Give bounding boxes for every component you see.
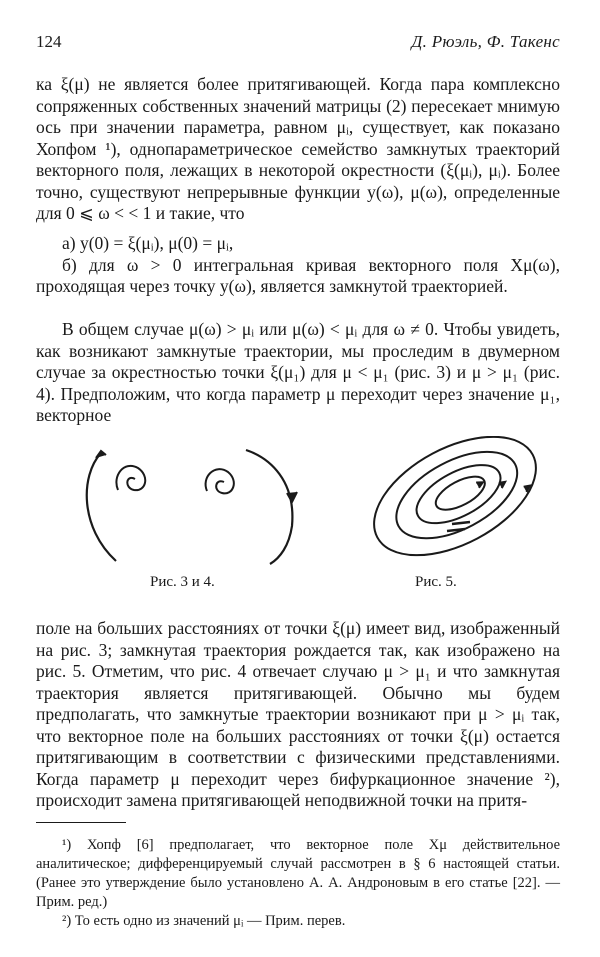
running-header [36, 32, 560, 52]
paragraph-1: ка ξ(μ) не является более притягивающей. Когда пара комплексно сопряженных собственных значений матрицы (2) пересекает мнимую ось при значении параметра, равном μᵢ, существует, как показано Хопфом ¹), однопараметрическое семейство замкнутых траекторий векторного поля, лежащих в некоторой окрестности (ξ(μᵢ), μᵢ). Более точно, существуют непрерывные функции y(ω), μ(ω), определенные для 0 ⩽ ω < < 1 и такие, что [36, 74, 560, 223]
conditions-list [36, 233, 560, 298]
paragraph-3: поле на больших расстояниях от точки ξ(μ) имеет вид, изображенный на рис. 3; замкнутая траектория рождается так, как изображено на рис. 5. Отметим, что рис. 4 отвечает случаю μ > μ₁ и что замкнутая траектория является притягивающей. Обычно мы будем предполагать, что замкнутые траектории возникают при μ > μᵢ так, что векторное поле на больших расстояниях от точки ξ(μ) остается притягивающим в соответствии с физическими представлениями. Когда параметр μ переходит через бифуркационное значение ²), происходит замена притягивающей неподвижной точки на притя- [36, 618, 560, 810]
caption-fig-5: Рис. 5. [415, 574, 457, 590]
body-text-top [36, 74, 560, 225]
footnote-2: ²) То есть одно из значений μᵢ — Прим. перев. [62, 913, 346, 929]
footnotes [36, 836, 560, 931]
caption-fig-3-4: Рис. 3 и 4. [150, 574, 215, 590]
footnote-1: ¹) Хопф [6] предполагает, что векторное поле Xμ действительное аналитическое; дифференцируемый случай рассмотрен в § 6 настоящей статьи. (Ранее это утверждение было установлено А. А. Андроновым в его статье [22]. — Прим. ред.) [36, 837, 560, 910]
page-number: 124 [36, 32, 62, 51]
paragraph-2: В общем случае μ(ω) > μᵢ или μ(ω) < μᵢ для ω ≠ 0. Чтобы увидеть, как возникают замкнутые траектории, мы проследим в двумерном случае за окрестностью точки ξ(μ₁) для μ < μ₁ (рис. 3) и μ > μ₁ (рис. 4). Предположим, что когда параметр μ переходит через значение μ₁, векторное [36, 319, 560, 425]
body-text-middle [36, 319, 560, 427]
running-authors: Д. Рюэль, Ф. Такенс [411, 32, 560, 51]
figures-svg [0, 436, 600, 611]
figure-3-spiral [87, 451, 145, 561]
condition-a: а) y(0) = ξ(μᵢ), μ(0) = μᵢ, [62, 233, 234, 253]
condition-b: б) для ω > 0 интегральная кривая векторного поля Xμ(ω), проходящая через точку y(ω), является замкнутой траекторией. [36, 254, 560, 296]
figure-5-orbits [355, 436, 555, 580]
figures-area [0, 436, 600, 611]
body-text-bottom [36, 618, 560, 812]
footnote-rule [36, 822, 126, 823]
figure-5-tick-1 [452, 522, 470, 524]
figure-4-spiral [206, 450, 297, 564]
